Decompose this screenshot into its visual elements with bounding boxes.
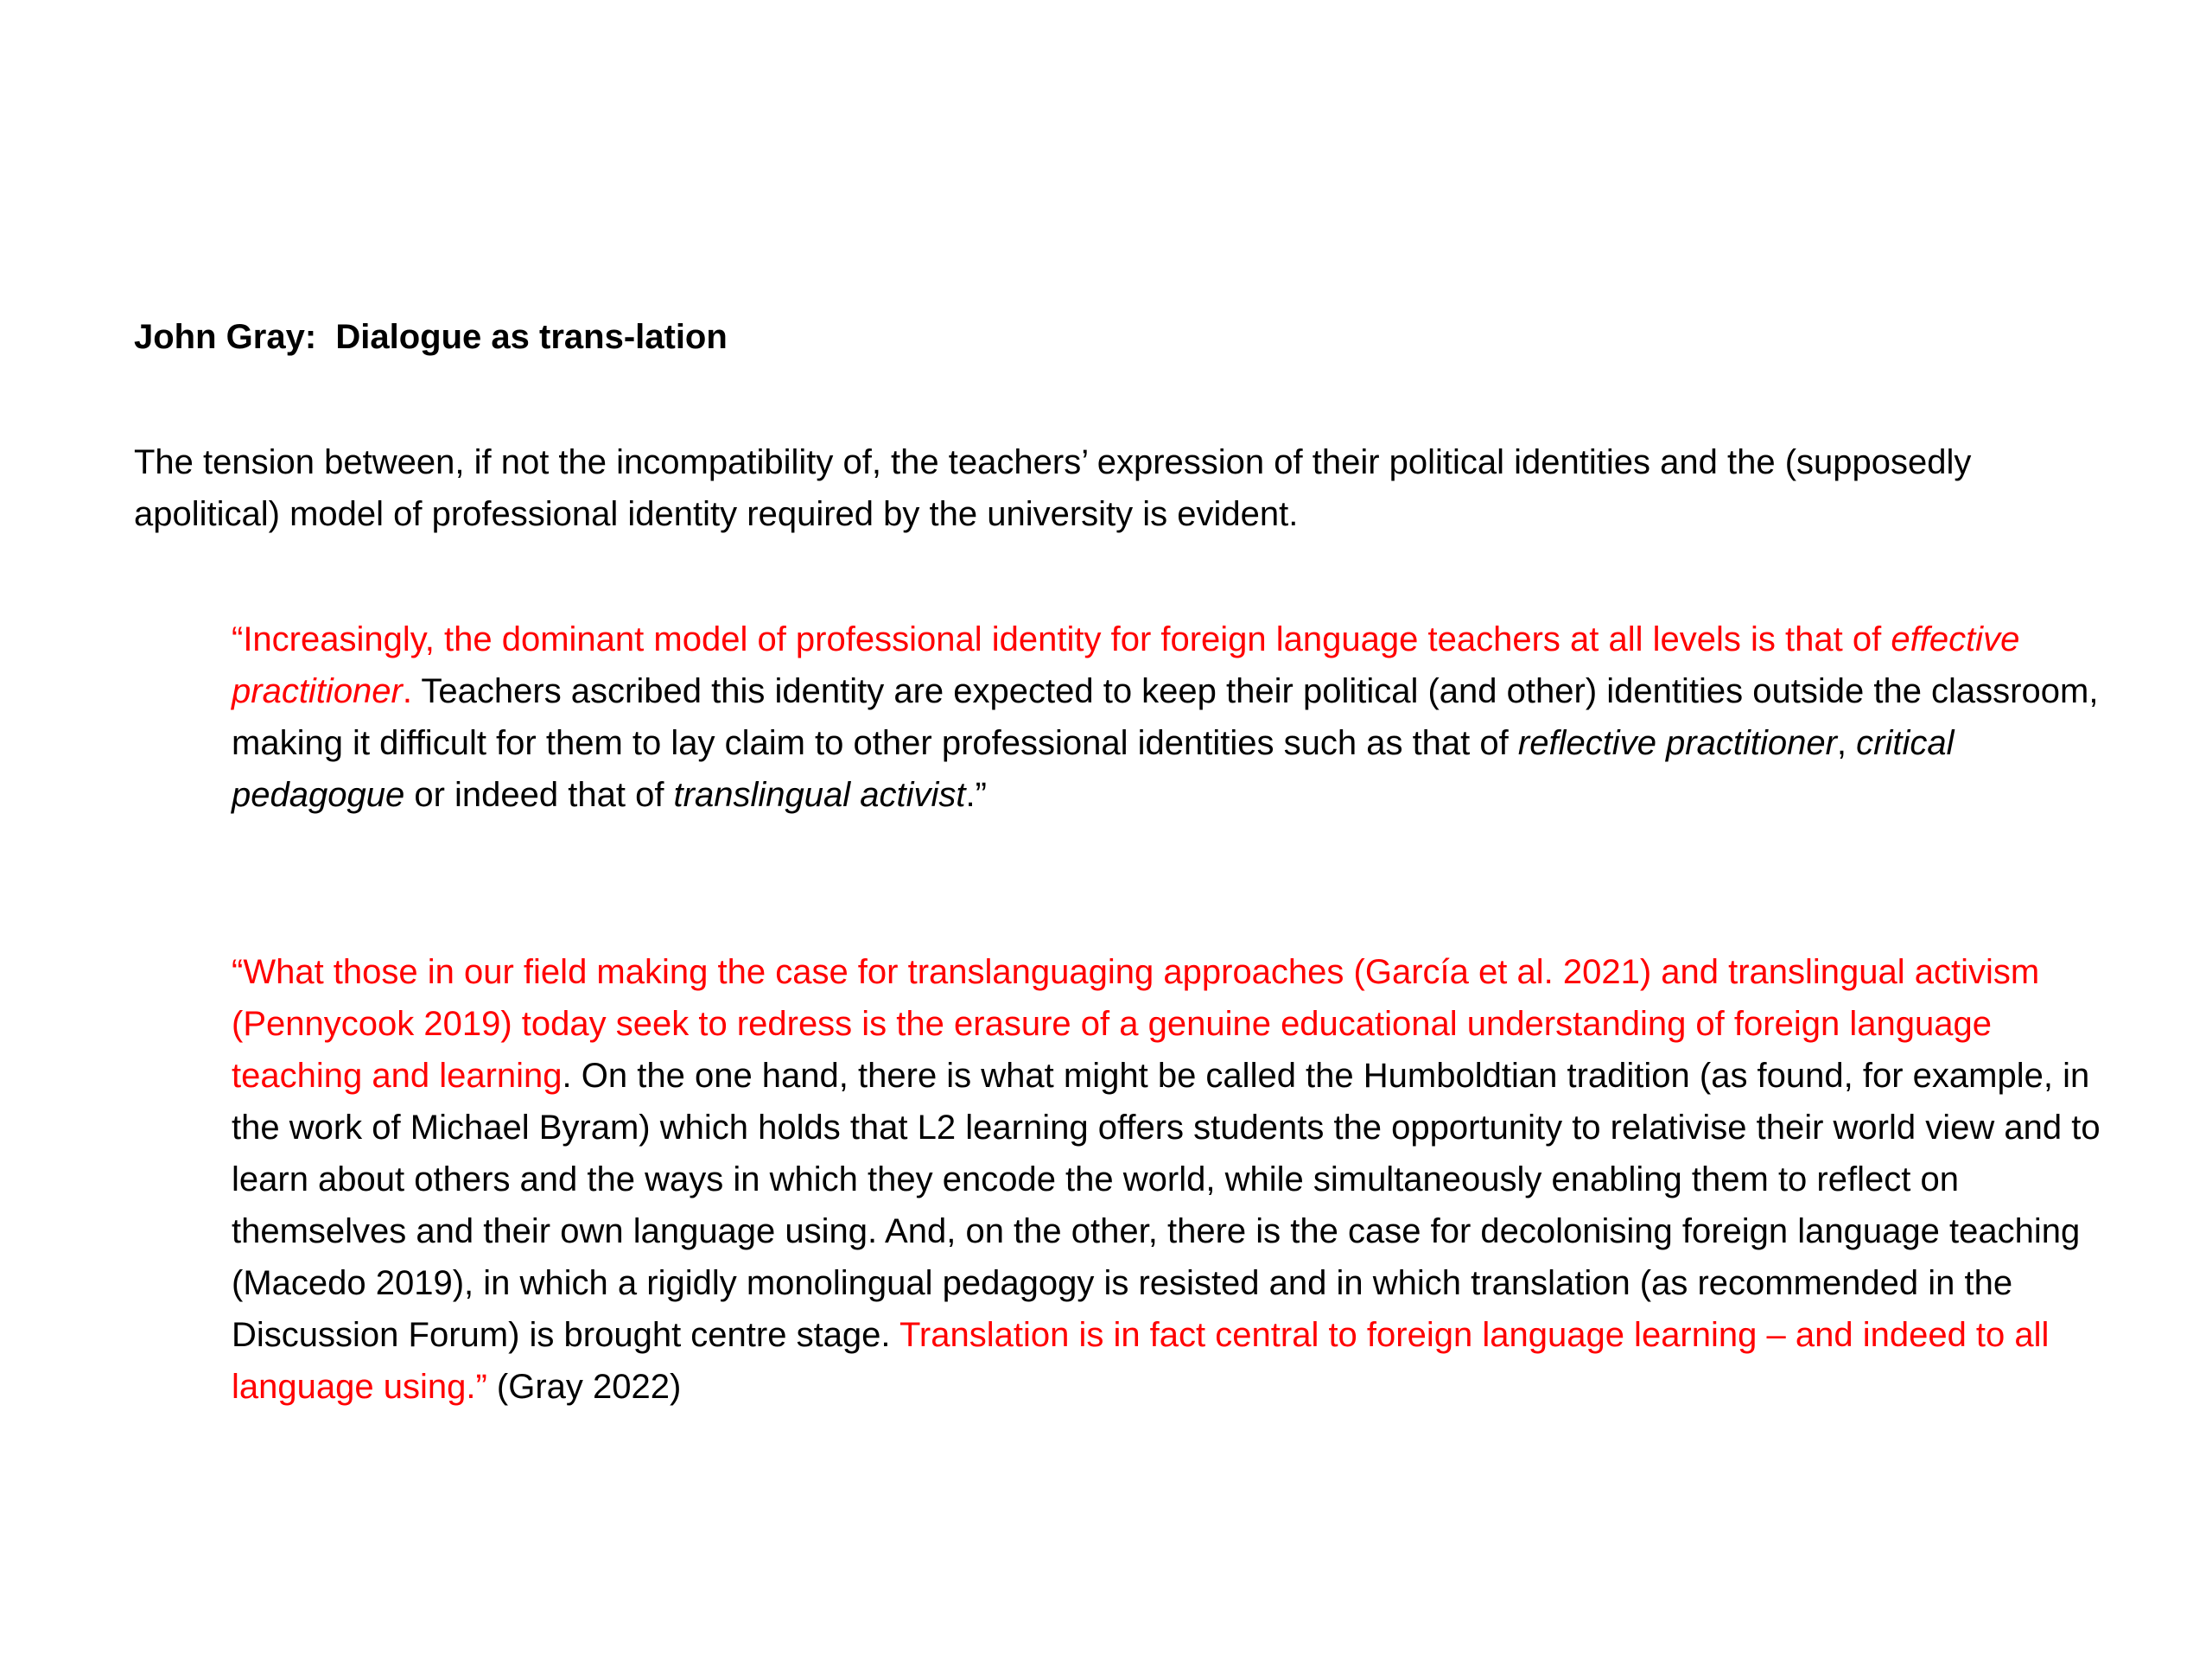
quote2-citation: (Gray 2022) <box>486 1368 682 1406</box>
quote1-italic-critical: critical pedagogue <box>232 724 1955 814</box>
quote1-text-4: .” <box>965 776 987 814</box>
quote1-italic-reflective: reflective practitioner <box>1517 724 1837 762</box>
quote-translanguaging <box>232 946 2107 1413</box>
quote2-body: . On the one hand, there is what might be called the Humboldtian tradition (as found, for example, in the work of Michael Byram) which holds that L2 learning offers students the opportunity to relativise their world view and to learn about others and the ways in which they encode the world, while simultaneously enabling them to reflect on themselves and their own language using. And, on the other, there is the case for decolonising foreign language teaching (Macedo 2019), in which a rigidly monolingual pedagogy is resisted and in which translation (as recommended in the Discussion Forum) is brought centre stage. <box>232 1057 2101 1354</box>
quote1-text-2: , <box>1836 724 1857 762</box>
quote1-italic-translingual: translingual activist <box>673 776 966 814</box>
quote1-text-1: Teachers ascribed this identity are expected to keep their political (and other) identities outside the classroom, making it difficult for them to lay claim to other professional identities such as that of <box>232 672 2099 762</box>
quote2-red-tail: Translation is in fact central to foreign language learning – and indeed to all language using.” <box>232 1316 2050 1406</box>
quote1-red-lead: “Increasingly, the dominant model of professional identity for foreign language teachers at all levels is that of <box>232 620 1891 658</box>
slide-title: John Gray: Dialogue as trans-lation <box>134 318 728 356</box>
quote1-red-end: . <box>402 672 412 710</box>
intro-paragraph: The tension between, if not the incompatibility of, the teachers’ expression of their political identities and the (supposedly apolitical) model of professional identity required by the university is evident. <box>134 443 1972 533</box>
quote1-red-italic: effective practitioner <box>232 620 2020 710</box>
quote-effective-practitioner <box>232 613 2107 821</box>
quote1-text-3: or indeed that of <box>404 776 674 814</box>
quote2-red-lead: “What those in our field making the case for translanguaging approaches (García et al. 2021) and translingual activism (Pennycook 2019) today seek to redress is the erasure of a genuine educational understanding of foreign language teaching and learning <box>232 953 2040 1095</box>
